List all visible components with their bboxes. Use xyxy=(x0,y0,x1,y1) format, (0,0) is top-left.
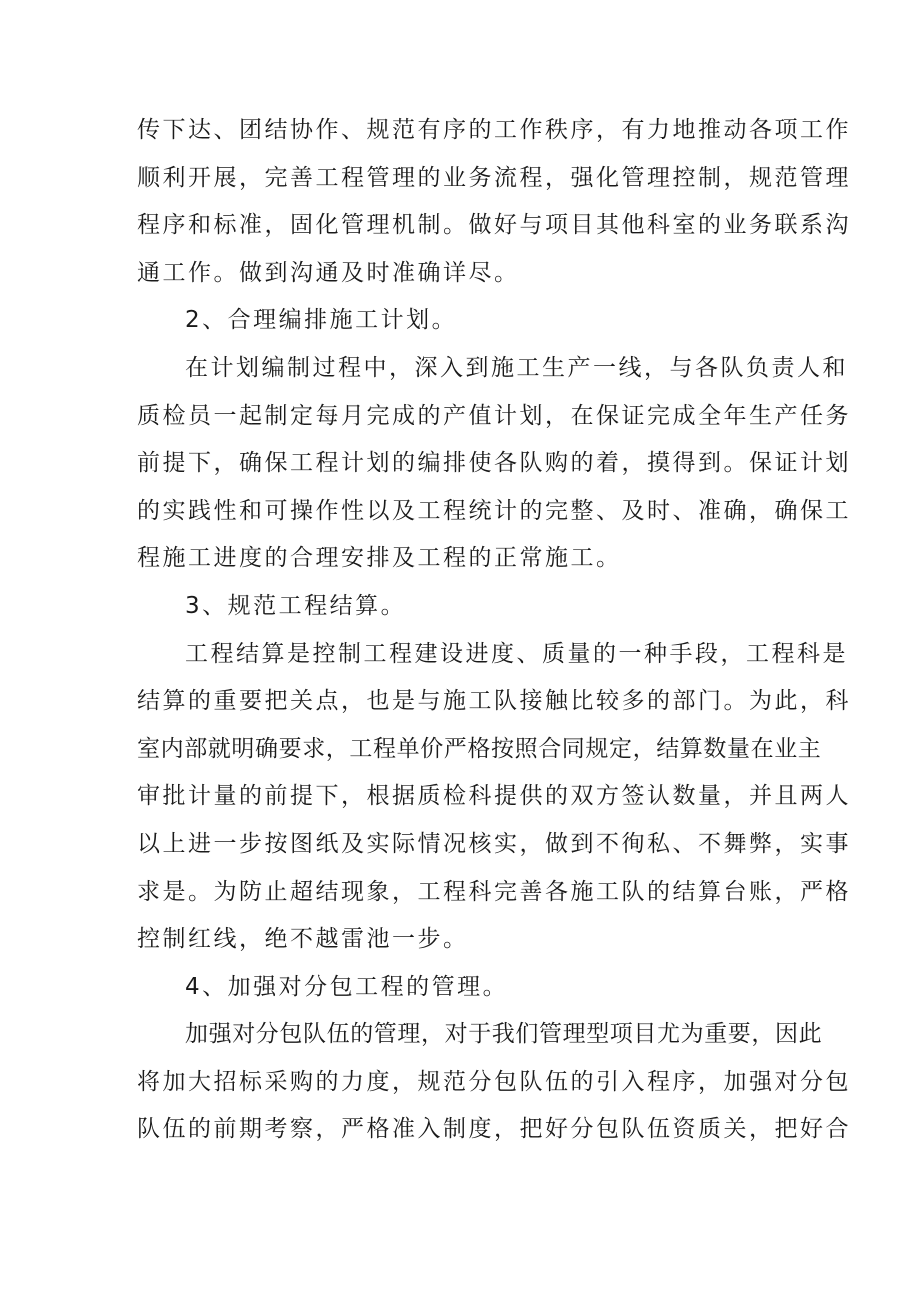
text-line: 前提下，确保工程计划的编排使各队购的着，摸得到。保证计划 xyxy=(137,450,851,477)
section-heading-3 xyxy=(137,583,789,631)
text-line: 队伍的前期考察，严格准入制度，把好分包队伍资质关，把好合 xyxy=(137,1116,851,1143)
text-line: 传下达、团结协作、规范有序的工作秩序，有力地推动各项工作 xyxy=(137,117,851,143)
text-line: 通工作。做到沟通及时准确详尽。 xyxy=(137,259,520,286)
heading-line: 2、合理编排施工计划。 xyxy=(185,307,458,334)
section-heading-2 xyxy=(137,297,789,345)
text-line: 求是。为防止超结现象，工程科完善各施工队的结算台账，严格 xyxy=(137,878,851,905)
text-line: 程施工进度的合理安排及工程的正常施工。 xyxy=(137,545,622,572)
section-heading-4 xyxy=(137,964,789,1012)
text-line: 在计划编制过程中，深入到施工生产一线，与各队负责人和 xyxy=(185,354,848,381)
text-line: 以上进一步按图纸及实际情况核实，做到不徇私、不舞弊，实事 xyxy=(137,830,851,857)
text-line: 室内部就明确要求，工程单价严格按照合同规定，结算数量在业主 xyxy=(137,735,822,762)
text-line: 加强对分包队伍的管理，对于我们管理型项目尤为重要，因此 xyxy=(185,1021,823,1048)
text-line: 的实践性和可操作性以及工程统计的完整、及时、准确，确保工 xyxy=(137,497,851,524)
text-line: 将加大招标采购的力度，规范分包队伍的引入程序，加强对分包 xyxy=(137,1068,851,1095)
text-line: 控制红线，绝不越雷池一步。 xyxy=(137,926,469,953)
document-body xyxy=(137,107,851,1154)
heading-line: 3、规范工程结算。 xyxy=(185,592,407,619)
paragraph-subcontract xyxy=(137,1011,851,1154)
paragraph-settlement xyxy=(137,631,851,964)
paragraph-work-order xyxy=(137,107,851,297)
text-line: 工程结算是控制工程建设进度、质量的一种手段，工程科是 xyxy=(185,640,848,667)
text-line: 程序和标准，固化管理机制。做好与项目其他科室的业务联系沟 xyxy=(137,212,851,239)
heading-line: 4、加强对分包工程的管理。 xyxy=(185,973,509,1000)
text-line: 结算的重要把关点，也是与施工队接触比较多的部门。为此，科 xyxy=(137,688,851,715)
text-line: 质检员一起制定每月完成的产值计划，在保证完成全年生产任务 xyxy=(137,402,851,429)
text-line: 审批计量的前提下，根据质检科提供的双方签认数量，并且两人 xyxy=(137,783,851,810)
text-line: 顺利开展，完善工程管理的业务流程，强化管理控制，规范管理 xyxy=(137,164,851,191)
paragraph-construction-plan xyxy=(137,345,851,583)
